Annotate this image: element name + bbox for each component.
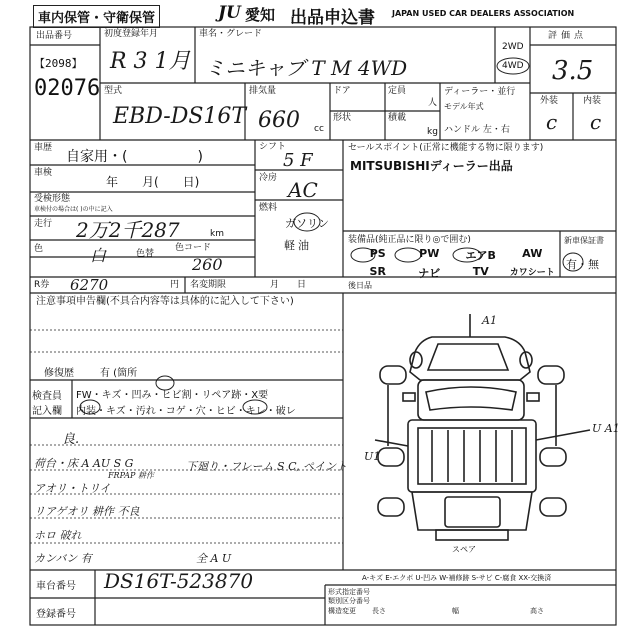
remarks-label: 後日品 bbox=[348, 281, 372, 290]
ac-value: AC bbox=[288, 178, 318, 202]
equipment-label: 装備品(純正品に限り◎で囲む) bbox=[348, 235, 471, 245]
warranty-label: 新車保証書 bbox=[564, 236, 604, 245]
equipment-item: エアB bbox=[465, 249, 496, 262]
exterior-label: 外装 bbox=[540, 96, 559, 106]
diagram-mark-front: A1 bbox=[482, 314, 497, 327]
color-change-label: 色替 bbox=[136, 249, 155, 259]
note-handwritten: ホロ 破れ bbox=[34, 529, 82, 542]
lot-bracket: 【2098】 bbox=[34, 57, 83, 70]
ju-logo: JU bbox=[218, 3, 241, 23]
recycle-value: 6270 bbox=[70, 276, 109, 294]
usage-value: 自家用・( ) bbox=[66, 149, 203, 165]
score-value: 3.5 bbox=[552, 56, 594, 86]
model-year-label: モデル年式 bbox=[444, 102, 484, 111]
history-value: 有 (箇所 bbox=[100, 368, 138, 379]
type-label: 型式 bbox=[104, 86, 123, 96]
inspector-label-2: 記入欄 bbox=[32, 406, 62, 417]
diagram-mark-left: U1 bbox=[364, 450, 381, 463]
handle-label: ハンドル 左・右 bbox=[444, 125, 510, 135]
length-label: 長さ bbox=[372, 607, 386, 615]
spare-label: スペア bbox=[452, 545, 476, 554]
chassis-label: 車台番号 bbox=[36, 581, 76, 592]
warranty-value: 有・無 bbox=[566, 258, 599, 271]
score-label: 評価点 bbox=[548, 31, 588, 41]
note-handwritten: 下廻り・フレーム S C, ペイント bbox=[186, 460, 348, 473]
interior-label: 内装 bbox=[583, 96, 602, 106]
drive-2wd: 2WD bbox=[502, 42, 524, 52]
notes-label: 注意事項申告欄(不具合内容等は具体的に記入して下さい) bbox=[36, 296, 294, 307]
first-reg-label: 初度登録年月 bbox=[104, 29, 159, 39]
history-label: 修復歴 bbox=[44, 368, 74, 379]
model-code: EBD-DS16T bbox=[113, 104, 247, 129]
displacement-label: 排気量 bbox=[249, 86, 277, 96]
reg-label: 登録番号 bbox=[36, 609, 76, 620]
association-name: JAPAN USED CAR DEALERS ASSOCIATION bbox=[392, 9, 575, 18]
equipment-item: PW bbox=[419, 247, 440, 260]
inspection-value: 年 月( 日) bbox=[106, 175, 200, 189]
shape-label: 形状 bbox=[333, 113, 352, 123]
spec-label-2: 類別区分番号 bbox=[328, 597, 370, 605]
interior-value: c bbox=[590, 110, 602, 134]
usage-label: 車歴 bbox=[34, 143, 53, 153]
spec-label-1: 形式指定番号 bbox=[328, 588, 370, 596]
dealer-label: ディーラー・並行 bbox=[444, 87, 516, 97]
color-label: 色 bbox=[34, 244, 44, 254]
door-label: ドア bbox=[333, 86, 351, 96]
mode-label: 受検形態 bbox=[34, 194, 71, 204]
diagram-legend: A-キズ E-エクボ U-凹み W-補修跡 S-サビ C-腐食 XX-交換済 bbox=[362, 574, 552, 582]
lot-label: 出品番号 bbox=[36, 31, 73, 41]
lot-number: 02076 bbox=[34, 76, 101, 101]
equipment-item: PS bbox=[369, 247, 386, 260]
mode-note: 車検付の場合は( )の中に記入 bbox=[34, 206, 113, 213]
equipment-grid bbox=[352, 247, 558, 281]
fuel-value: ガソリン bbox=[285, 217, 329, 230]
ac-label: 冷房 bbox=[259, 173, 278, 183]
shift-value: 5 F bbox=[283, 150, 313, 171]
car-name-label: 車名・グレード bbox=[199, 29, 263, 39]
fuel-option: 軽油 bbox=[284, 239, 312, 252]
load-label: 積載 bbox=[388, 113, 407, 123]
car-name-value: ミニキャブ T M 4WD bbox=[205, 56, 408, 80]
capacity-label: 定員 bbox=[388, 86, 407, 96]
capacity-unit: 人 bbox=[428, 98, 438, 108]
storage-label: 車内保管・守衛保管 bbox=[33, 5, 160, 28]
drive-4wd: 4WD bbox=[502, 61, 524, 71]
height-label: 高さ bbox=[530, 607, 544, 615]
equipment-item: TV bbox=[472, 265, 489, 278]
color-code-value: 260 bbox=[192, 255, 223, 274]
note-handwritten: 全 A U bbox=[196, 552, 232, 565]
load-unit: kg bbox=[427, 127, 438, 137]
sales-point-value: MITSUBISHIディーラー出品 bbox=[350, 159, 513, 173]
width-label: 幅 bbox=[452, 607, 459, 615]
inspection-label: 車検 bbox=[34, 168, 53, 178]
sales-point-label: セールスポイント(正常に機能する物に限ります) bbox=[348, 143, 544, 153]
color-value: 白 bbox=[90, 246, 107, 265]
recycle-unit: 円 bbox=[170, 280, 180, 290]
form-title: 出品申込書 bbox=[290, 8, 375, 28]
inspector-label: 検査員 bbox=[32, 391, 62, 402]
note-handwritten: 良. bbox=[62, 432, 80, 447]
recycle-label: R券 bbox=[34, 280, 50, 290]
note-handwritten: アオリ・トリイ bbox=[34, 482, 111, 495]
mileage-unit: km bbox=[210, 229, 224, 239]
equipment-item: SR bbox=[369, 265, 386, 278]
equipment-item: ナビ bbox=[418, 267, 441, 280]
fw-line: FW・キズ・凹み・ヒビ割・リペア跡・X要 bbox=[76, 390, 269, 401]
name-change-value: 月 日 bbox=[270, 280, 307, 290]
spec-label-3: 構造変更 bbox=[328, 607, 356, 615]
note-handwritten: 荷台・床 A AU S G bbox=[34, 457, 134, 470]
mileage-label: 走行 bbox=[34, 219, 53, 229]
exterior-value: c bbox=[546, 110, 558, 134]
cc-unit: cc bbox=[314, 124, 324, 134]
chassis-value: DS16T-523870 bbox=[104, 569, 254, 593]
note-handwritten: リアゲオリ 耕作 不良 bbox=[34, 505, 140, 518]
fuel-label: 燃料 bbox=[259, 203, 278, 213]
displacement-value: 660 bbox=[258, 108, 300, 133]
color-code-label: 色コード bbox=[175, 243, 212, 253]
diagram-mark-right: U A1 bbox=[592, 422, 620, 435]
mileage-value: 2万2千287 bbox=[76, 218, 180, 242]
note-handwritten: カンバン 有 bbox=[34, 552, 92, 565]
note-handwritten: FRPAP 耕作 bbox=[108, 471, 154, 480]
equipment-item: AW bbox=[522, 247, 543, 260]
first-reg-value: R 3 1月 bbox=[110, 49, 191, 74]
interior-line: 内装・キズ・汚れ・コゲ・穴・ヒビ・キレ・破レ bbox=[76, 406, 296, 417]
name-change-label: 名変期限 bbox=[190, 280, 227, 290]
org-name: 愛知 bbox=[245, 6, 276, 24]
shift-label: シフト bbox=[259, 142, 287, 152]
equipment-item: カワシート bbox=[509, 268, 555, 278]
